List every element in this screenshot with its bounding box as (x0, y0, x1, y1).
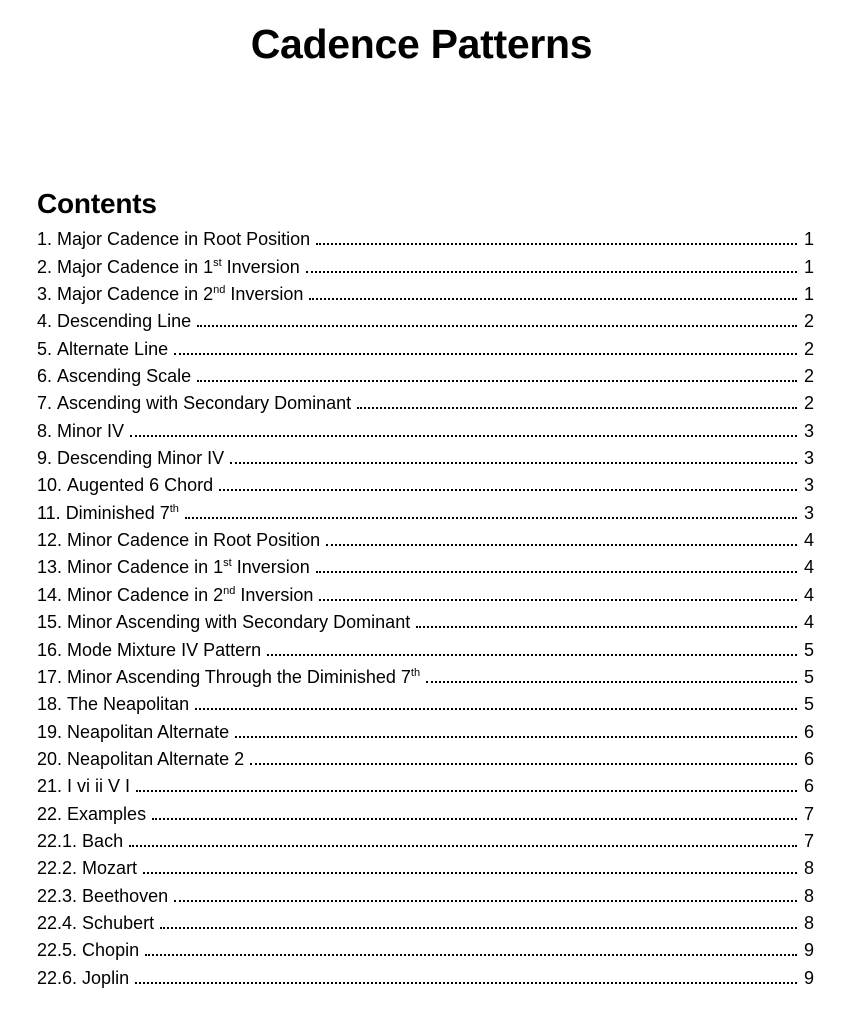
toc-page-number[interactable]: 2 (803, 311, 814, 332)
toc-page-number[interactable]: 6 (803, 748, 814, 769)
toc-entry-title[interactable] (37, 748, 244, 770)
toc-entry-label (57, 420, 124, 442)
toc-entry-label (67, 611, 410, 633)
toc-entry-title[interactable] (37, 912, 154, 934)
toc-dot-leader (357, 407, 797, 409)
toc-page-number[interactable]: 9 (803, 967, 814, 988)
toc-entry-18[interactable] (37, 689, 814, 716)
toc-entry-label-text: Schubert (82, 912, 155, 933)
toc-dot-leader (316, 571, 797, 573)
toc-page-number[interactable]: 9 (803, 940, 814, 961)
toc-dot-leader (219, 489, 797, 491)
toc-entry-label-text: Major Cadence in Root Position (57, 229, 311, 250)
toc-entry-label-text: Minor Ascending with Secondary Dominant (67, 612, 411, 633)
toc-entry-4[interactable] (37, 306, 814, 333)
toc-page-number[interactable]: 4 (803, 612, 814, 633)
toc-entry-title[interactable] (37, 666, 420, 688)
toc-entry-superscript: st (223, 557, 232, 570)
toc-entry-19[interactable] (37, 716, 814, 743)
toc-dot-leader (160, 927, 797, 929)
toc-dot-leader (250, 763, 797, 765)
toc-page-number[interactable]: 5 (803, 666, 814, 687)
toc-entry-23[interactable] (37, 826, 814, 853)
toc-entry-27[interactable] (37, 935, 814, 962)
toc-entry-number: 14. (37, 584, 63, 605)
toc-entry-number: 22.3. (37, 885, 78, 906)
toc-entry-number: 13. (37, 557, 63, 578)
toc-dot-leader (195, 708, 797, 710)
toc-page-number[interactable]: 3 (803, 502, 814, 523)
toc-entry-label-text: Diminished 7 (65, 502, 170, 523)
toc-entry-title[interactable] (37, 693, 189, 715)
toc-entry-label (57, 310, 191, 332)
toc-page-number[interactable]: 4 (803, 530, 814, 551)
toc-entry-label-text: Descending Line (57, 311, 192, 332)
toc-entry-number: 8. (37, 420, 53, 441)
toc-entry-title[interactable] (37, 502, 179, 524)
toc-entry-label (57, 228, 310, 250)
toc-page-number[interactable]: 7 (803, 830, 814, 851)
toc-entry-label-suffix: Inversion (231, 557, 310, 578)
toc-entry-label (57, 447, 224, 469)
toc-entry-number: 9. (37, 448, 53, 469)
toc-entry-title[interactable] (37, 420, 124, 442)
toc-entry-5[interactable] (37, 333, 814, 360)
toc-entry-number: 19. (37, 721, 63, 742)
toc-entry-label (67, 639, 261, 661)
toc-entry-8[interactable] (37, 415, 814, 442)
toc-entry-label (82, 857, 137, 879)
toc-entry-label-text: Major Cadence in 1 (57, 256, 214, 277)
toc-entry-superscript: th (169, 502, 179, 515)
toc-entry-title[interactable] (37, 803, 146, 825)
toc-entry-number: 5. (37, 338, 53, 359)
toc-entry-label-text: Descending Minor IV (57, 448, 225, 469)
toc-entry-number: 2. (37, 256, 53, 277)
toc-dot-leader (267, 654, 797, 656)
toc-dot-leader (426, 681, 797, 683)
toc-entry-3[interactable] (37, 279, 814, 306)
toc-entry-title[interactable] (37, 338, 168, 360)
toc-page-number[interactable]: 1 (803, 229, 814, 250)
toc-entry-label-text: Beethoven (82, 885, 169, 906)
toc-entry-label-text: Minor Cadence in Root Position (67, 530, 321, 551)
toc-entry-number: 10. (37, 475, 63, 496)
toc-entry-7[interactable] (37, 388, 814, 415)
toc-entry-title[interactable] (37, 584, 313, 606)
toc-page-number[interactable]: 3 (803, 475, 814, 496)
toc-entry-title[interactable] (37, 283, 303, 305)
toc-entry-label-suffix: Inversion (221, 256, 300, 277)
toc-entry-label-text: I vi ii V I (67, 776, 131, 797)
toc-entry-12[interactable] (37, 525, 814, 552)
toc-entry-14[interactable] (37, 579, 814, 606)
toc-entry-number: 4. (37, 311, 53, 332)
toc-entry-label (57, 283, 303, 305)
toc-entry-label-text: Neapolitan Alternate (67, 721, 230, 742)
toc-dot-leader (174, 353, 797, 355)
toc-dot-leader (319, 599, 797, 601)
toc-entry-title[interactable] (37, 611, 410, 633)
toc-entry-2[interactable] (37, 251, 814, 278)
toc-entry-label-text: Mode Mixture IV Pattern (67, 639, 262, 660)
toc-dot-leader (316, 243, 797, 245)
toc-entry-title[interactable] (37, 639, 261, 661)
table-of-contents (37, 224, 814, 990)
toc-dot-leader (129, 845, 797, 847)
toc-dot-leader (145, 954, 797, 956)
toc-dot-leader (136, 790, 797, 792)
toc-entry-label-text: Minor Cadence in 1 (67, 557, 224, 578)
toc-entry-number: 22.1. (37, 830, 78, 851)
toc-entry-number: 22.4. (37, 912, 78, 933)
toc-entry-title[interactable] (37, 939, 139, 961)
toc-entry-number: 21. (37, 776, 63, 797)
toc-entry-label (82, 912, 154, 934)
toc-page-number[interactable]: 2 (803, 366, 814, 387)
toc-entry-title[interactable] (37, 228, 310, 250)
toc-entry-title[interactable] (37, 556, 310, 578)
toc-entry-title[interactable] (37, 310, 191, 332)
toc-entry-title[interactable] (37, 857, 137, 879)
toc-entry-label-text: Bach (82, 830, 124, 851)
toc-entry-label-text: Ascending with Secondary Dominant (57, 393, 352, 414)
toc-entry-16[interactable] (37, 634, 814, 661)
toc-entry-superscript: st (213, 256, 222, 269)
toc-entry-28[interactable] (37, 962, 814, 989)
toc-page-number[interactable]: 7 (803, 803, 814, 824)
toc-page-number[interactable]: 3 (803, 420, 814, 441)
toc-entry-label (67, 721, 229, 743)
toc-entry-label-text: Minor IV (57, 420, 125, 441)
toc-entry-number: 11. (37, 502, 61, 523)
toc-entry-number: 12. (37, 530, 63, 551)
toc-entry-number: 16. (37, 639, 63, 660)
toc-entry-label-text: The Neapolitan (67, 694, 190, 715)
toc-page-number[interactable]: 6 (803, 721, 814, 742)
toc-entry-label-suffix: Inversion (225, 284, 304, 305)
toc-entry-label (67, 775, 130, 797)
toc-entry-label (57, 338, 168, 360)
toc-page-number[interactable]: 4 (803, 584, 814, 605)
toc-entry-9[interactable] (37, 443, 814, 470)
toc-entry-superscript: nd (213, 284, 226, 297)
toc-entry-number: 15. (37, 612, 63, 633)
toc-entry-title[interactable] (37, 830, 123, 852)
toc-entry-label-text: Examples (67, 803, 147, 824)
toc-entry-label (67, 584, 313, 606)
toc-entry-title[interactable] (37, 529, 320, 551)
toc-entry-label (82, 967, 129, 989)
toc-dot-leader (130, 435, 797, 437)
toc-entry-label-text: Major Cadence in 2 (57, 284, 214, 305)
toc-dot-leader (326, 544, 797, 546)
toc-entry-24[interactable] (37, 853, 814, 880)
toc-entry-title[interactable] (37, 967, 129, 989)
toc-dot-leader (174, 900, 797, 902)
toc-page-number[interactable]: 8 (803, 858, 814, 879)
toc-entry-label-text: Ascending Scale (57, 366, 192, 387)
toc-dot-leader (197, 325, 797, 327)
toc-entry-number: 22.5. (37, 940, 78, 961)
toc-entry-label (67, 556, 310, 578)
toc-page-number[interactable]: 1 (803, 284, 814, 305)
toc-entry-number: 22.2. (37, 858, 78, 879)
toc-entry-label (66, 502, 179, 524)
toc-entry-number: 7. (37, 393, 53, 414)
toc-dot-leader (235, 736, 797, 738)
toc-page-number[interactable]: 2 (803, 338, 814, 359)
toc-entry-15[interactable] (37, 607, 814, 634)
toc-heading: Contents (37, 188, 157, 219)
toc-page-number[interactable]: 2 (803, 393, 814, 414)
toc-entry-title[interactable] (37, 474, 213, 496)
toc-page-number[interactable]: 3 (803, 448, 814, 469)
toc-entry-superscript: th (410, 666, 421, 679)
toc-entry-label (67, 748, 244, 770)
toc-entry-label (67, 693, 189, 715)
toc-page-number[interactable]: 8 (803, 912, 814, 933)
toc-entry-label-text: Joplin (82, 967, 130, 988)
toc-entry-title[interactable] (37, 775, 130, 797)
toc-entry-label-text: Chopin (82, 940, 140, 961)
toc-entry-20[interactable] (37, 744, 814, 771)
toc-entry-label (57, 256, 300, 278)
toc-entry-label (57, 392, 351, 414)
toc-dot-leader (309, 298, 797, 300)
toc-entry-number: 18. (37, 694, 63, 715)
toc-entry-label (82, 885, 168, 907)
toc-entry-17[interactable] (37, 662, 814, 689)
toc-entry-number: 1. (37, 229, 53, 250)
toc-entry-label (67, 803, 146, 825)
toc-page-number[interactable]: 5 (803, 639, 814, 660)
toc-dot-leader (230, 462, 797, 464)
toc-entry-label-suffix: Inversion (235, 584, 314, 605)
toc-entry-25[interactable] (37, 880, 814, 907)
toc-entry-label-text: Neapolitan Alternate 2 (67, 748, 245, 769)
toc-page-number[interactable]: 6 (803, 776, 814, 797)
toc-entry-label (82, 939, 139, 961)
document-title: Cadence Patterns (250, 21, 593, 67)
toc-entry-title[interactable] (37, 885, 168, 907)
toc-entry-number: 22. (37, 803, 63, 824)
toc-entry-label-text: Mozart (82, 858, 138, 879)
toc-dot-leader (416, 626, 797, 628)
toc-page-number[interactable]: 1 (803, 256, 814, 277)
toc-entry-superscript: nd (223, 584, 236, 597)
toc-dot-leader (197, 380, 797, 382)
toc-entry-label-text: Augented 6 Chord (67, 475, 214, 496)
toc-entry-22[interactable] (37, 798, 814, 825)
toc-dot-leader (152, 818, 797, 820)
toc-entry-label-text: Minor Cadence in 2 (67, 584, 224, 605)
toc-entry-title[interactable] (37, 256, 300, 278)
toc-page-number[interactable]: 5 (803, 694, 814, 715)
toc-entry-6[interactable] (37, 361, 814, 388)
toc-page-number[interactable]: 8 (803, 885, 814, 906)
toc-entry-title[interactable] (37, 365, 191, 387)
toc-dot-leader (143, 872, 797, 874)
toc-entry-label-text: Alternate Line (57, 338, 169, 359)
toc-entry-10[interactable] (37, 470, 814, 497)
toc-entry-13[interactable] (37, 552, 814, 579)
toc-entry-number: 22.6. (37, 967, 78, 988)
toc-entry-26[interactable] (37, 908, 814, 935)
toc-entry-1[interactable] (37, 224, 814, 251)
toc-dot-leader (135, 982, 797, 984)
toc-entry-label (82, 830, 123, 852)
toc-entry-number: 6. (37, 366, 53, 387)
toc-entry-label (67, 529, 320, 551)
toc-page-number[interactable]: 4 (803, 557, 814, 578)
toc-entry-21[interactable] (37, 771, 814, 798)
toc-entry-title[interactable] (37, 392, 351, 414)
toc-entry-number: 17. (37, 666, 63, 687)
toc-entry-label-text: Minor Ascending Through the Diminished 7 (67, 666, 411, 687)
toc-entry-title[interactable] (37, 447, 224, 469)
toc-entry-11[interactable] (37, 497, 814, 524)
toc-entry-label (67, 474, 213, 496)
toc-entry-number: 3. (37, 284, 53, 305)
toc-entry-label (57, 365, 191, 387)
toc-entry-number: 20. (37, 748, 63, 769)
toc-entry-title[interactable] (37, 721, 229, 743)
toc-entry-label (67, 666, 420, 688)
toc-dot-leader (306, 271, 797, 273)
toc-dot-leader (185, 517, 797, 519)
